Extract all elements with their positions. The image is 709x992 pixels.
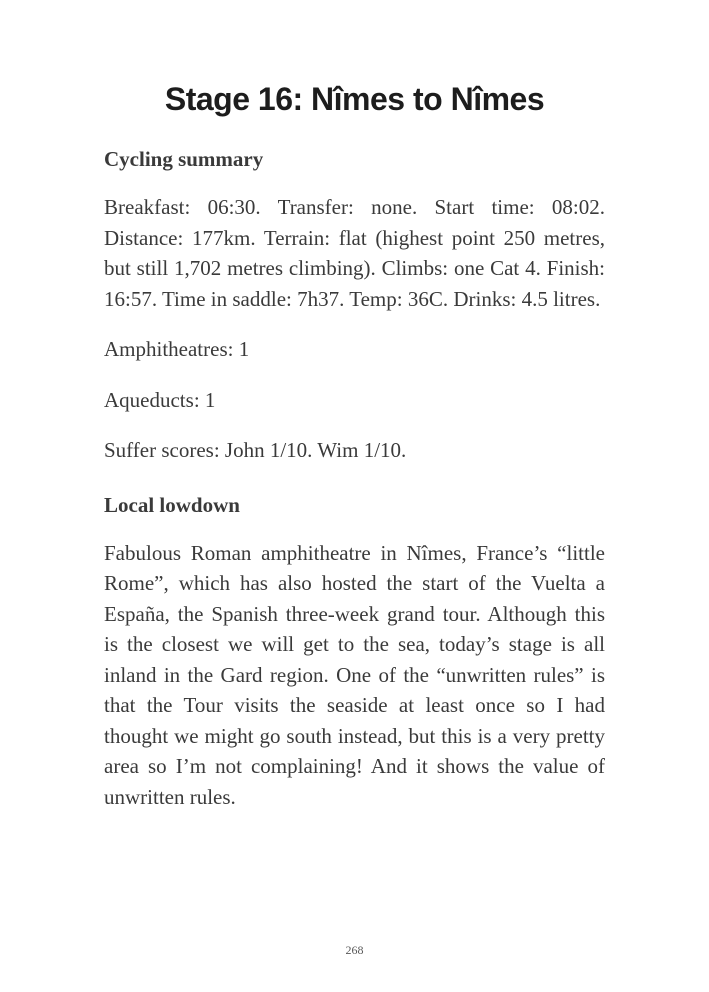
section-cycling-summary [104,146,605,466]
paragraph-aqueducts: Aqueducts: 1 [104,387,216,412]
section-heading-local-lowdown: Local lowdown [104,492,240,517]
page-number: 268 [345,943,364,957]
section-heading-cycling-summary: Cycling summary [104,147,264,171]
paragraph-local-lowdown: Fabulous Roman amphitheatre in Nîmes, France’s “little Rome”, which has also hosted the start of the Vuelta a España, the Spanish three-week grand tour. Although this is the closest we will get to the sea, today’s stage is all inland in the Gard region. One of the “unwritten rules” is that the Tour visits the seaside at least once so I had thought we might go south instead, but this is a very pretty area so I’m not complaining! And it shows the value of unwritten rules. [104,540,605,809]
paragraph-amphitheatres: Amphitheatres: 1 [104,337,250,361]
paragraph-cycling-stats: Breakfast: 06:30. Transfer: none. Start time: 08:02. Distance: 177km. Terrain: flat (highest point 250 metres, but still 1,702 metres climbing). Climbs: one Cat 4. Finish: 16:57. Time in saddle: 7h37. Temp: 36C. Drinks: 4.5 litres. [104,195,605,311]
section-local-lowdown [104,492,605,813]
paragraph-suffer-scores: Suffer scores: John 1/10. Wim 1/10. [104,438,407,462]
page-title: Stage 16: Nîmes to Nîmes [164,81,545,117]
